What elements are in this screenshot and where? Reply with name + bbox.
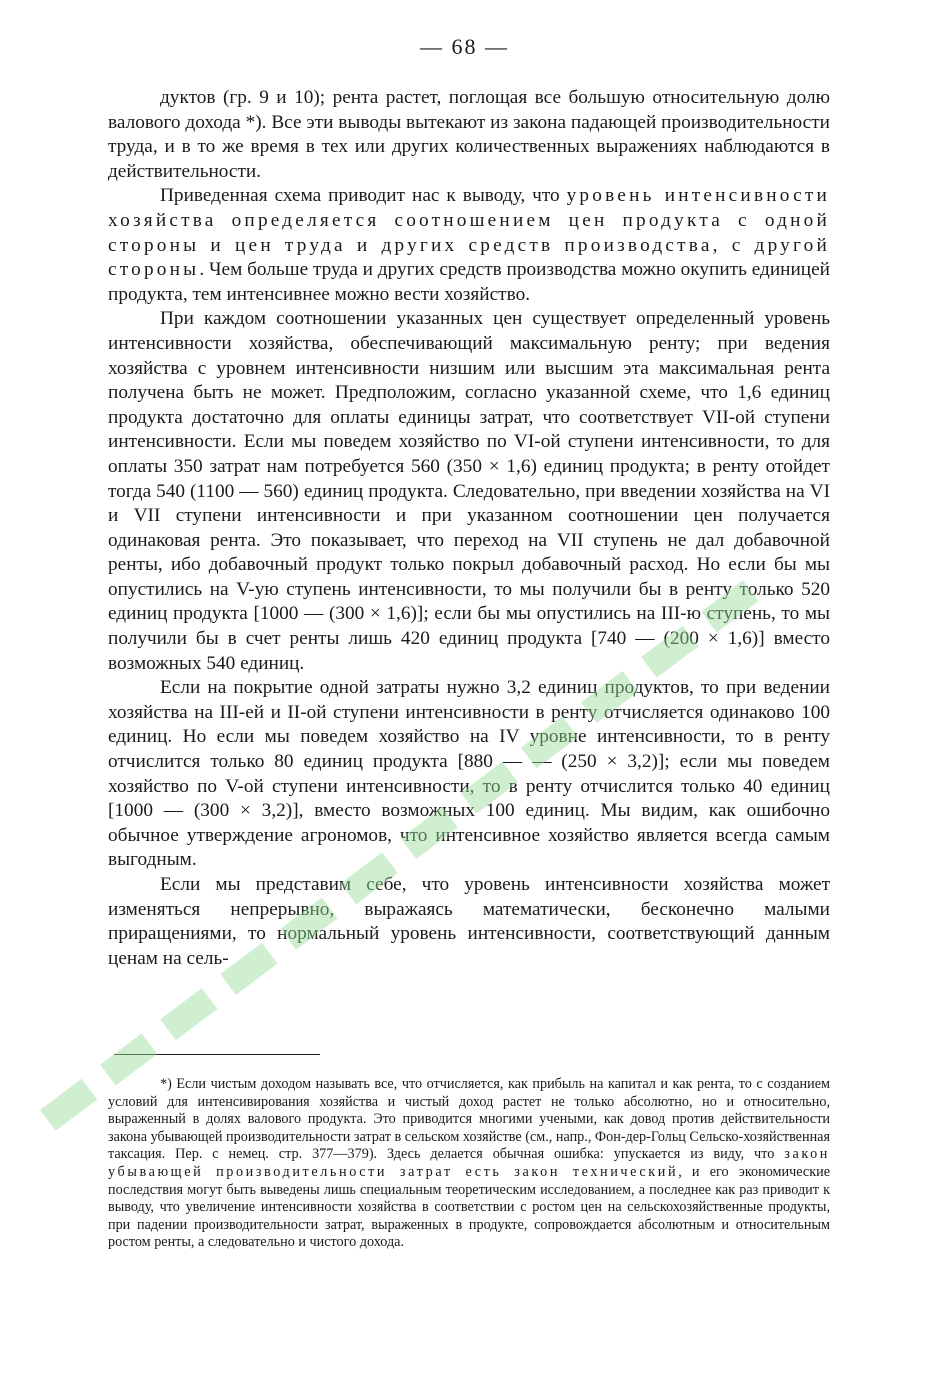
paragraph-2: [108, 184, 830, 307]
page-number: — 68 —: [420, 34, 509, 59]
spaced-emphasis: закон убывающей производительности затрат есть закон технический: [108, 1146, 830, 1180]
paragraph-5: [108, 873, 830, 971]
spaced-emphasis: уровень интенсивности хозяйства определяется соотношением цен продукта с одной стороны и цен труда и других средств производства, с другой стороны: [108, 185, 830, 281]
text-run: Приведенная схема приводит нас к выводу, что: [160, 185, 567, 207]
text-run: Если мы представим себе, что уровень интенсивности хозяйства может изменяться непрерывно, выражаясь математически, бесконечно малыми приращениями, то нормальный уровень интенсивности, соответствующий данным ценам на сель-: [108, 874, 830, 969]
text-run: *) Если чистым доходом называть все, что отчисляется, как прибыль на капитал и как рента, то с созданием условий для интенсивирования хозяйства и чистый доход растет не только абсолютно, но и относительно, выраженный в долях валового продукта. Это приводится многими учеными, как довод против действительности закона убывающей производительности затрат в сельском хозяйстве (см., напр., Фон-дер-Гольц Сельско-хозяйственная таксация. Пер. с немец. стр. 377—379). Здесь делается обычная ошибка: упускается из виду, что: [108, 1076, 830, 1163]
text-run: . Чем больше труда и других средств производства можно окупить единицей продукта, тем интенсивнее можно вести хозяйство.: [108, 259, 830, 305]
text-run: , и его экономические последствия могут быть выведены лишь специальным теоретическим исследованием, а последнее как раз приводит к выводу, что увеличение интенсивности хозяйства в соответствии с ростом цен на сельскохозяйственные продукты, при падении производительности затрат, выраженных в продукте, сопровождается абсолютным и относительным ростом ренты, а следовательно и чистого дохода.: [108, 1163, 830, 1251]
text-run: Если на покрытие одной затраты нужно 3,2 единиц продуктов, то при ведении хозяйства на III-ей и II-ой ступени интенсивности в ренту отчисляется одинаково 100 единиц. Но если мы поведем хозяйство на IV уровне интенсивности, то в ренту отчислится только 80 единиц продукта [880 — — (250 × 3,2)]; если мы поведем хозяйство по V-ой ступени интенсивности, то в ренту отчислится только 40 единиц [1000 — (300 × 3,2)], вместо возможных 100 единиц. Мы видим, как ошибочно обычное утверждение агрономов, что интенсивное хозяйство является всегда самым выгодным.: [108, 677, 830, 871]
text-run: дуктов (гр. 9 и 10); рента растет, поглощая все большую относительную долю валового дохода *). Все эти выводы вытекают из закона падающей производительности труда, и в то же время в тех или других количественных выражениях наблюдаются в действительности.: [108, 87, 830, 182]
footnote-paragraph: [108, 1076, 830, 1252]
footnote: [108, 1076, 830, 1252]
text-run: При каждом соотношении указанных цен существует определенный уровень интенсивности хозяйства, обеспечивающий максимальную ренту; при ведения хозяйства с уровнем интенсивности низшим или высшим эта максимальная рента получена быть не может. Предположим, согласно указанной схеме, что 1,6 единиц продукта достаточно для оплаты единицы затрат, что соответствует VII-ой ступени интенсивности. Если мы поведем хозяйство по VI-ой ступени интенсивности, то для оплаты 350 затрат нам потребуется 560 (350 × 1,6) единиц продукта; в ренту отойдет тогда 540 (1100 — 560) единиц продукта. Следовательно, при введении хозяйства на VI и VII ступени интенсивности и при указанном соотношении цен получается одинаковая рента. Это показывает, что переход на VII ступень не дал добавочной ренты, ибо добавочный продукт только покрыл добавочный расход. Но если бы мы опустились на V-ую ступень интенсивности, то мы получили бы в ренту только 520 единиц продукта [1000 — (300 × 1,6)]; если бы мы опустились на III-ю ступень, то мы получили бы в счет ренты лишь 420 единиц продукта [740 — (200 × 1,6)] вместо возможных 540 единиц.: [108, 308, 830, 674]
main-text: [108, 86, 830, 971]
paragraph-1: [108, 86, 830, 184]
paragraph-4: [108, 676, 830, 873]
